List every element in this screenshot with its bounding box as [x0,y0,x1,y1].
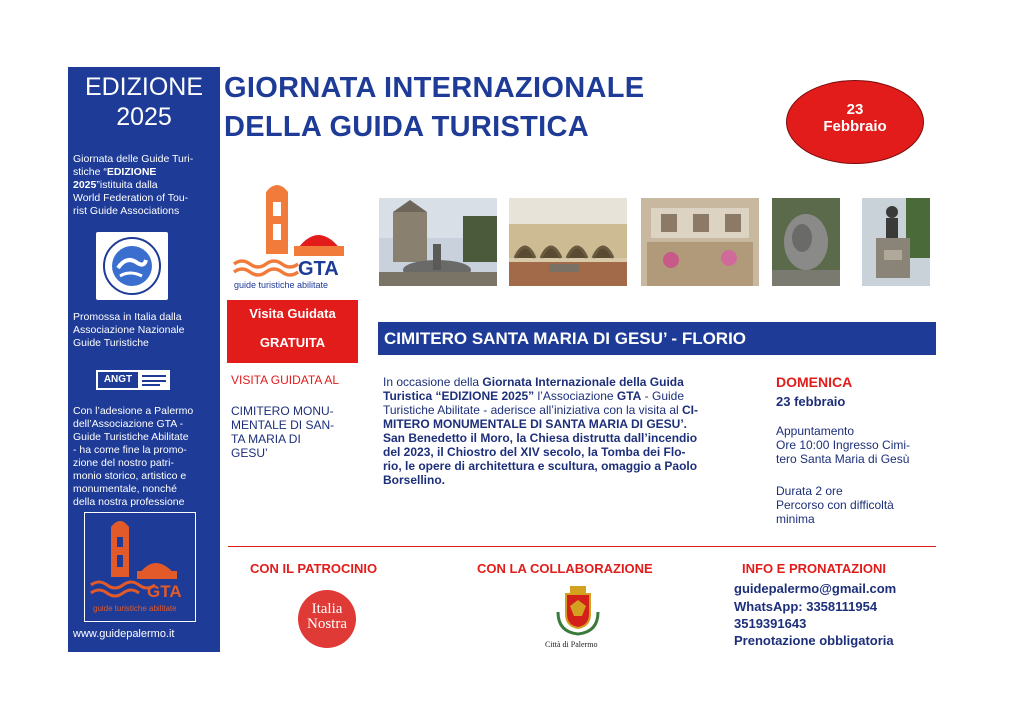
svg-text:guide turistiche abilitate: guide turistiche abilitate [93,604,177,613]
photo-florio-tomb [641,198,759,286]
event-day: DOMENICA [776,374,853,390]
collaborazione-heading: CON LA COLLABORAZIONE [477,561,653,576]
sidebar-adesione: Con l’adesione a Palermo dell’Associazione GTA - Guide Turistiche Abilitate - ha come fine la promo- zione del nostro patri- monio storico, artistico e monumentale, nonché della nostra professione [73,405,194,508]
booking-note: Prenotazione obbligatoria [734,633,894,648]
edition-year: 2025 [116,103,172,131]
palermo-crest [548,582,608,638]
wftga-logo [96,232,168,300]
wftga-globe-icon [96,232,168,300]
website-link[interactable]: www.guidepalermo.it [73,628,175,640]
event-date: 23 febbraio [776,394,846,409]
contact-whatsapp[interactable]: WhatsApp: 3358111954 [734,599,878,614]
left-visit-place: CIMITERO MONU- MENTALE DI SAN- TA MARIA DI GESU’ [231,404,335,460]
appointment-info: Appuntamento Ore 10:00 Ingresso Cimi- tero Santa Maria di Gesù [776,424,911,466]
sidebar-promo: Promossa in Italia dalla Associazione Nazionale Guide Turistiche [73,311,185,349]
gta-tower-icon [85,513,195,621]
citta-label: Città di Palermo [545,640,598,649]
info-heading: INFO E PRONATAZIONI [742,561,886,576]
contact-email[interactable]: guidepalermo@gmail.com [734,581,897,596]
sidebar-gta-logo [84,512,196,622]
location-banner: CIMITERO SANTA MARIA DI GESU’ - FLORIO [378,322,936,355]
duration-info: Durata 2 ore Percorso con difficoltà minima [776,484,894,526]
page-title-line2: DELLA GUIDA TURISTICA [224,111,590,143]
left-visit-heading: VISITA GUIDATA AL [231,373,340,387]
photo-cloister [509,198,627,286]
gta-logo [232,180,350,292]
photo-statue [862,198,930,286]
svg-text:guide turistiche abilitate: guide turistiche abilitate [234,280,329,290]
gta-tower-icon [232,180,350,292]
svg-text:GTA: GTA [298,258,339,280]
event-description: In occasione della Giornata Internazionale della Guida Turistica “EDIZIONE 2025” l’Associazione GTA - Guide Turistiche Abilitate - aderisce all’iniziativa con la visita al CI- MITERO MONUMENTALE DI SANTA MARIA DI GESU’. San Benedetto il Moro, la Chiesa distrutta dall’incendio del 2023, il Chiostro del XIV secolo, la Tomba dei Flo- rio, le opere di architettura e scultura, omaggio a Paolo Borsellino. [383,375,699,487]
angt-logo: ANGT [96,370,170,390]
patrocinio-heading: CON IL PATROCINIO [250,561,378,576]
free-visit-badge: Visita Guidata GRATUITA [227,300,358,363]
date-badge: 23 Febbraio [786,80,924,164]
contact-phone[interactable]: 3519391643 [734,616,807,631]
italia-nostra-logo: Italia Nostra [298,590,356,648]
svg-text:GTA: GTA [147,582,182,601]
footer-divider [228,546,936,547]
page-title-line1: GIORNATA INTERNAZIONALE [224,72,645,104]
sidebar [68,67,220,652]
photo-borsellino-monument [772,198,840,286]
sidebar-description: Giornata delle Guide Turi- stiche “EDIZIONE 2025”istituita dalla World Federation of Tou- rist Guide Associations [73,153,194,217]
eagle-crest-icon [548,582,608,638]
edition-label: EDIZIONE [84,73,204,101]
photo-church-fountain [379,198,497,286]
